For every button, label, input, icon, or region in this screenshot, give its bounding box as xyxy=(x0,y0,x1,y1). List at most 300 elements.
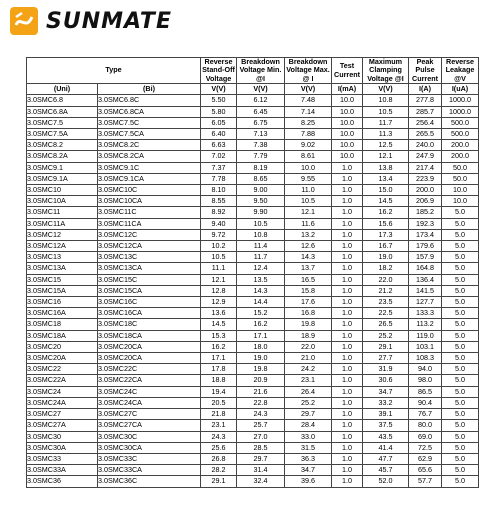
cell-part-bi: 3.0SMC20CA xyxy=(98,341,201,352)
cell-vrwm: 17.1 xyxy=(201,353,237,364)
cell-part-bi: 3.0SMC9.1CA xyxy=(98,173,201,184)
cell-reverse-leakage: 500.0 xyxy=(442,117,479,128)
cell-vbr-max: 34.7 xyxy=(285,465,332,476)
cell-test-current: 1.0 xyxy=(332,431,363,442)
cell-vbr-max: 26.4 xyxy=(285,386,332,397)
cell-part-uni: 3.0SMC9.1A xyxy=(27,173,98,184)
header-clamping-voltage: Maximum Clamping Voltage @I xyxy=(363,58,409,84)
cell-part-uni: 3.0SMC18A xyxy=(27,330,98,341)
cell-vbr-max: 11.0 xyxy=(285,185,332,196)
cell-vbr-min: 16.2 xyxy=(237,319,285,330)
cell-vbr-min: 6.45 xyxy=(237,106,285,117)
cell-vbr-max: 13.7 xyxy=(285,263,332,274)
cell-vrwm: 8.10 xyxy=(201,185,237,196)
cell-reverse-leakage: 10.0 xyxy=(442,196,479,207)
cell-vbr-min: 22.8 xyxy=(237,397,285,408)
header-test-current: Test Current xyxy=(332,58,363,84)
cell-part-bi: 3.0SMC10CA xyxy=(98,196,201,207)
cell-test-current: 1.0 xyxy=(332,162,363,173)
cell-vbr-min: 12.4 xyxy=(237,263,285,274)
header-vrwm: Reverse Stand-Off Voltage xyxy=(202,57,235,83)
cell-vbr-min: 8.19 xyxy=(237,162,285,173)
cell-vbr-min: 9.50 xyxy=(237,196,285,207)
cell-part-bi: 3.0SMC6.8CA xyxy=(98,106,201,117)
cell-vrwm: 24.3 xyxy=(201,431,237,442)
cell-part-bi: 3.0SMC22CA xyxy=(98,375,201,386)
table-row xyxy=(27,241,479,252)
cell-vbr-min: 25.7 xyxy=(237,420,285,431)
cell-reverse-leakage: 5.0 xyxy=(442,252,479,263)
cell-test-current: 10.0 xyxy=(332,151,363,162)
cell-vbr-min: 19.8 xyxy=(237,364,285,375)
cell-peak-pulse-current: 98.0 xyxy=(409,375,442,386)
cell-test-current: 10.0 xyxy=(332,95,363,106)
cell-vbr-max: 7.48 xyxy=(285,95,332,106)
cell-peak-pulse-current: 173.4 xyxy=(409,229,442,240)
cell-vbr-max: 16.8 xyxy=(285,308,332,319)
cell-part-uni: 3.0SMC10 xyxy=(27,185,98,196)
cell-vbr-min: 31.4 xyxy=(237,465,285,476)
subheader-uni: (Uni) xyxy=(27,84,98,95)
cell-peak-pulse-current: 86.5 xyxy=(409,386,442,397)
table-row xyxy=(27,386,479,397)
table-row xyxy=(27,95,479,106)
cell-test-current: 1.0 xyxy=(332,173,363,184)
cell-part-bi: 3.0SMC16CA xyxy=(98,308,201,319)
cell-part-uni: 3.0SMC27A xyxy=(27,420,98,431)
cell-test-current: 1.0 xyxy=(332,285,363,296)
cell-part-bi: 3.0SMC27CA xyxy=(98,420,201,431)
cell-vrwm: 7.02 xyxy=(201,151,237,162)
cell-vbr-max: 7.88 xyxy=(285,129,332,140)
cell-reverse-leakage: 50.0 xyxy=(442,173,479,184)
cell-part-bi: 3.0SMC15C xyxy=(98,274,201,285)
cell-peak-pulse-current: 164.8 xyxy=(409,263,442,274)
cell-test-current: 1.0 xyxy=(332,297,363,308)
cell-reverse-leakage: 5.0 xyxy=(442,465,479,476)
cell-part-uni: 3.0SMC30 xyxy=(27,431,98,442)
cell-clamping-voltage: 27.7 xyxy=(363,353,409,364)
cell-peak-pulse-current: 136.4 xyxy=(409,274,442,285)
cell-part-bi: 3.0SMC24C xyxy=(98,386,201,397)
cell-vbr-max: 31.5 xyxy=(285,442,332,453)
cell-part-bi: 3.0SMC18C xyxy=(98,319,201,330)
cell-vbr-min: 27.0 xyxy=(237,431,285,442)
subheader-clamping-voltage: V(V) xyxy=(363,84,409,95)
cell-vrwm: 6.40 xyxy=(201,129,237,140)
cell-part-bi: 3.0SMC12C xyxy=(98,229,201,240)
cell-part-bi: 3.0SMC15CA xyxy=(98,285,201,296)
cell-peak-pulse-current: 256.4 xyxy=(409,117,442,128)
cell-part-uni: 3.0SMC27 xyxy=(27,409,98,420)
cell-clamping-voltage: 23.5 xyxy=(363,297,409,308)
cell-clamping-voltage: 15.6 xyxy=(363,218,409,229)
cell-part-bi: 3.0SMC13C xyxy=(98,252,201,263)
table-row xyxy=(27,442,479,453)
cell-vbr-max: 36.3 xyxy=(285,453,332,464)
subheader-vbr-min: V(V) xyxy=(237,84,285,95)
cell-vrwm: 9.40 xyxy=(201,218,237,229)
cell-clamping-voltage: 10.5 xyxy=(363,106,409,117)
cell-reverse-leakage: 5.0 xyxy=(442,386,479,397)
cell-vbr-max: 12.1 xyxy=(285,207,332,218)
cell-vbr-max: 39.6 xyxy=(285,476,332,487)
cell-reverse-leakage: 5.0 xyxy=(442,285,479,296)
cell-vrwm: 11.1 xyxy=(201,263,237,274)
cell-vrwm: 7.37 xyxy=(201,162,237,173)
cell-vrwm: 21.8 xyxy=(201,409,237,420)
cell-part-uni: 3.0SMC12A xyxy=(27,241,98,252)
table-row xyxy=(27,409,479,420)
brand-logo xyxy=(8,4,172,38)
cell-peak-pulse-current: 94.0 xyxy=(409,364,442,375)
table-row xyxy=(27,330,479,341)
cell-vrwm: 8.55 xyxy=(201,196,237,207)
cell-clamping-voltage: 21.2 xyxy=(363,285,409,296)
cell-test-current: 10.0 xyxy=(332,117,363,128)
table-row xyxy=(27,185,479,196)
cell-clamping-voltage: 17.3 xyxy=(363,229,409,240)
header-type: Type xyxy=(27,58,201,84)
cell-vbr-max: 11.6 xyxy=(285,218,332,229)
cell-test-current: 1.0 xyxy=(332,252,363,263)
cell-part-bi: 3.0SMC11C xyxy=(98,207,201,218)
cell-part-uni: 3.0SMC13A xyxy=(27,263,98,274)
cell-vrwm: 8.92 xyxy=(201,207,237,218)
cell-part-bi: 3.0SMC33CA xyxy=(98,465,201,476)
cell-part-bi: 3.0SMC20CA xyxy=(98,353,201,364)
cell-peak-pulse-current: 76.7 xyxy=(409,409,442,420)
cell-test-current: 1.0 xyxy=(332,353,363,364)
cell-peak-pulse-current: 157.9 xyxy=(409,252,442,263)
cell-part-uni: 3.0SMC9.1 xyxy=(27,162,98,173)
cell-vbr-min: 14.3 xyxy=(237,285,285,296)
cell-vbr-max: 12.6 xyxy=(285,241,332,252)
cell-vbr-min: 14.4 xyxy=(237,297,285,308)
cell-reverse-leakage: 5.0 xyxy=(442,353,479,364)
cell-part-bi: 3.0SMC30CA xyxy=(98,442,201,453)
cell-vbr-max: 19.8 xyxy=(285,319,332,330)
sunmate-logo-icon xyxy=(8,5,40,37)
cell-test-current: 1.0 xyxy=(332,420,363,431)
cell-vrwm: 12.9 xyxy=(201,297,237,308)
table-row xyxy=(27,476,479,487)
cell-clamping-voltage: 45.7 xyxy=(363,465,409,476)
cell-vbr-max: 24.2 xyxy=(285,364,332,375)
cell-test-current: 1.0 xyxy=(332,386,363,397)
cell-part-uni: 3.0SMC8.2A xyxy=(27,151,98,162)
cell-vbr-min: 11.7 xyxy=(237,252,285,263)
cell-vbr-min: 11.4 xyxy=(237,241,285,252)
cell-reverse-leakage: 5.0 xyxy=(442,263,479,274)
cell-part-uni: 3.0SMC11A xyxy=(27,218,98,229)
cell-vbr-max: 9.02 xyxy=(285,140,332,151)
cell-clamping-voltage: 12.5 xyxy=(363,140,409,151)
table-row xyxy=(27,229,479,240)
cell-clamping-voltage: 30.6 xyxy=(363,375,409,386)
cell-clamping-voltage: 31.9 xyxy=(363,364,409,375)
cell-test-current: 1.0 xyxy=(332,241,363,252)
cell-reverse-leakage: 5.0 xyxy=(442,330,479,341)
table-row xyxy=(27,207,479,218)
cell-reverse-leakage: 5.0 xyxy=(442,218,479,229)
cell-part-uni: 3.0SMC8.2 xyxy=(27,140,98,151)
cell-vrwm: 12.8 xyxy=(201,285,237,296)
cell-vrwm: 17.8 xyxy=(201,364,237,375)
cell-reverse-leakage: 200.0 xyxy=(442,140,479,151)
subheader-vrwm: V(V) xyxy=(201,84,237,95)
cell-vbr-max: 28.4 xyxy=(285,420,332,431)
subheader-peak-pulse-current: I(A) xyxy=(409,84,442,95)
cell-peak-pulse-current: 133.3 xyxy=(409,308,442,319)
cell-test-current: 1.0 xyxy=(332,397,363,408)
cell-peak-pulse-current: 192.3 xyxy=(409,218,442,229)
cell-vbr-min: 15.2 xyxy=(237,308,285,319)
table-row xyxy=(27,129,479,140)
cell-peak-pulse-current: 223.9 xyxy=(409,173,442,184)
cell-clamping-voltage: 11.7 xyxy=(363,117,409,128)
cell-clamping-voltage: 43.5 xyxy=(363,431,409,442)
cell-part-uni: 3.0SMC16 xyxy=(27,297,98,308)
cell-vrwm: 26.8 xyxy=(201,453,237,464)
cell-part-uni: 3.0SMC7.5A xyxy=(27,129,98,140)
table-row xyxy=(27,218,479,229)
cell-test-current: 1.0 xyxy=(332,442,363,453)
cell-vbr-max: 33.0 xyxy=(285,431,332,442)
cell-vbr-max: 7.14 xyxy=(285,106,332,117)
cell-test-current: 1.0 xyxy=(332,341,363,352)
cell-part-bi: 3.0SMC10C xyxy=(98,185,201,196)
cell-part-bi: 3.0SMC7.5CA xyxy=(98,129,201,140)
cell-part-uni: 3.0SMC30A xyxy=(27,442,98,453)
cell-part-bi: 3.0SMC33C xyxy=(98,453,201,464)
cell-test-current: 1.0 xyxy=(332,364,363,375)
table-row xyxy=(27,431,479,442)
table-row xyxy=(27,465,479,476)
cell-part-uni: 3.0SMC6.8 xyxy=(27,95,98,106)
cell-peak-pulse-current: 240.0 xyxy=(409,140,442,151)
cell-clamping-voltage: 41.4 xyxy=(363,442,409,453)
cell-vbr-max: 21.0 xyxy=(285,353,332,364)
table-row xyxy=(27,375,479,386)
cell-test-current: 1.0 xyxy=(332,274,363,285)
header-vbr-max: Breakdown Voltage Max. @ I xyxy=(286,57,330,83)
cell-part-uni: 3.0SMC16A xyxy=(27,308,98,319)
cell-reverse-leakage: 5.0 xyxy=(442,375,479,386)
cell-test-current: 1.0 xyxy=(332,308,363,319)
cell-part-bi: 3.0SMC6.8C xyxy=(98,95,201,106)
cell-vbr-min: 7.38 xyxy=(237,140,285,151)
cell-part-uni: 3.0SMC33 xyxy=(27,453,98,464)
cell-clamping-voltage: 25.2 xyxy=(363,330,409,341)
table-row xyxy=(27,319,479,330)
cell-peak-pulse-current: 90.4 xyxy=(409,397,442,408)
cell-vbr-max: 10.0 xyxy=(285,162,332,173)
cell-vbr-min: 17.1 xyxy=(237,330,285,341)
cell-part-bi: 3.0SMC9.1C xyxy=(98,162,201,173)
cell-vbr-min: 7.79 xyxy=(237,151,285,162)
cell-vbr-min: 20.9 xyxy=(237,375,285,386)
cell-test-current: 10.0 xyxy=(332,129,363,140)
cell-vrwm: 29.1 xyxy=(201,476,237,487)
cell-part-uni: 3.0SMC33A xyxy=(27,465,98,476)
cell-reverse-leakage: 5.0 xyxy=(442,476,479,487)
cell-reverse-leakage: 5.0 xyxy=(442,397,479,408)
cell-vrwm: 15.3 xyxy=(201,330,237,341)
cell-part-uni: 3.0SMC10A xyxy=(27,196,98,207)
cell-vbr-max: 16.5 xyxy=(285,274,332,285)
cell-part-bi: 3.0SMC27C xyxy=(98,409,201,420)
cell-vrwm: 20.5 xyxy=(201,397,237,408)
cell-vrwm: 6.05 xyxy=(201,117,237,128)
cell-peak-pulse-current: 127.7 xyxy=(409,297,442,308)
cell-vrwm: 13.6 xyxy=(201,308,237,319)
cell-part-uni: 3.0SMC13 xyxy=(27,252,98,263)
cell-vbr-min: 29.7 xyxy=(237,453,285,464)
cell-clamping-voltage: 15.0 xyxy=(363,185,409,196)
cell-vbr-min: 28.5 xyxy=(237,442,285,453)
table-row xyxy=(27,140,479,151)
cell-vrwm: 25.6 xyxy=(201,442,237,453)
cell-part-bi: 3.0SMC18CA xyxy=(98,330,201,341)
cell-reverse-leakage: 5.0 xyxy=(442,420,479,431)
cell-reverse-leakage: 50.0 xyxy=(442,162,479,173)
cell-vbr-max: 23.1 xyxy=(285,375,332,386)
cell-reverse-leakage: 5.0 xyxy=(442,319,479,330)
header-reverse-leakage: Reverse Leakage @V xyxy=(442,58,479,84)
cell-vbr-max: 29.7 xyxy=(285,409,332,420)
cell-vbr-max: 25.2 xyxy=(285,397,332,408)
cell-vbr-max: 14.3 xyxy=(285,252,332,263)
cell-test-current: 1.0 xyxy=(332,375,363,386)
cell-clamping-voltage: 22.0 xyxy=(363,274,409,285)
cell-vbr-max: 17.6 xyxy=(285,297,332,308)
cell-vbr-max: 8.25 xyxy=(285,117,332,128)
cell-clamping-voltage: 33.2 xyxy=(363,397,409,408)
cell-vrwm: 19.4 xyxy=(201,386,237,397)
cell-vbr-min: 13.5 xyxy=(237,274,285,285)
cell-test-current: 1.0 xyxy=(332,465,363,476)
cell-part-bi: 3.0SMC8.2CA xyxy=(98,151,201,162)
cell-clamping-voltage: 37.5 xyxy=(363,420,409,431)
cell-vbr-max: 18.9 xyxy=(285,330,332,341)
cell-test-current: 10.0 xyxy=(332,106,363,117)
cell-peak-pulse-current: 72.5 xyxy=(409,442,442,453)
subheader-vbr-max: V(V) xyxy=(285,84,332,95)
cell-part-uni: 3.0SMC12 xyxy=(27,229,98,240)
cell-peak-pulse-current: 185.2 xyxy=(409,207,442,218)
cell-vrwm: 10.5 xyxy=(201,252,237,263)
table-row xyxy=(27,285,479,296)
cell-vbr-min: 8.65 xyxy=(237,173,285,184)
cell-test-current: 1.0 xyxy=(332,185,363,196)
cell-peak-pulse-current: 206.9 xyxy=(409,196,442,207)
cell-clamping-voltage: 34.7 xyxy=(363,386,409,397)
cell-vrwm: 12.1 xyxy=(201,274,237,285)
subheader-bi: (Bi) xyxy=(98,84,201,95)
cell-vbr-max: 9.55 xyxy=(285,173,332,184)
cell-reverse-leakage: 5.0 xyxy=(442,207,479,218)
cell-part-bi: 3.0SMC36C xyxy=(98,476,201,487)
table-row xyxy=(27,151,479,162)
cell-part-uni: 3.0SMC18 xyxy=(27,319,98,330)
cell-clamping-voltage: 11.3 xyxy=(363,129,409,140)
cell-peak-pulse-current: 265.5 xyxy=(409,129,442,140)
cell-part-bi: 3.0SMC11CA xyxy=(98,218,201,229)
cell-clamping-voltage: 13.8 xyxy=(363,162,409,173)
brand-name: SUNMATE xyxy=(46,8,172,34)
cell-reverse-leakage: 5.0 xyxy=(442,297,479,308)
cell-clamping-voltage: 18.2 xyxy=(363,263,409,274)
cell-part-uni: 3.0SMC11 xyxy=(27,207,98,218)
table-row xyxy=(27,117,479,128)
cell-peak-pulse-current: 119.0 xyxy=(409,330,442,341)
table-row xyxy=(27,453,479,464)
cell-vbr-min: 19.0 xyxy=(237,353,285,364)
table-row xyxy=(27,297,479,308)
cell-clamping-voltage: 10.8 xyxy=(363,95,409,106)
cell-vrwm: 5.80 xyxy=(201,106,237,117)
cell-test-current: 10.0 xyxy=(332,140,363,151)
table-row xyxy=(27,397,479,408)
cell-clamping-voltage: 52.0 xyxy=(363,476,409,487)
cell-vrwm: 28.2 xyxy=(201,465,237,476)
cell-reverse-leakage: 1000.0 xyxy=(442,106,479,117)
cell-vrwm: 5.50 xyxy=(201,95,237,106)
cell-vbr-max: 22.0 xyxy=(285,341,332,352)
cell-part-uni: 3.0SMC7.5 xyxy=(27,117,98,128)
cell-vbr-min: 9.90 xyxy=(237,207,285,218)
cell-vbr-max: 15.8 xyxy=(285,285,332,296)
cell-peak-pulse-current: 285.7 xyxy=(409,106,442,117)
cell-clamping-voltage: 22.5 xyxy=(363,308,409,319)
cell-clamping-voltage: 16.2 xyxy=(363,207,409,218)
cell-part-uni: 3.0SMC24 xyxy=(27,386,98,397)
cell-vbr-max: 8.61 xyxy=(285,151,332,162)
cell-vbr-min: 6.12 xyxy=(237,95,285,106)
cell-clamping-voltage: 29.1 xyxy=(363,341,409,352)
cell-reverse-leakage: 5.0 xyxy=(442,308,479,319)
specification-table xyxy=(26,57,479,488)
cell-part-uni: 3.0SMC15A xyxy=(27,285,98,296)
table-row xyxy=(27,308,479,319)
cell-vrwm: 9.72 xyxy=(201,229,237,240)
cell-test-current: 1.0 xyxy=(332,207,363,218)
cell-clamping-voltage: 14.5 xyxy=(363,196,409,207)
cell-reverse-leakage: 5.0 xyxy=(442,364,479,375)
cell-vbr-max: 13.2 xyxy=(285,229,332,240)
cell-part-bi: 3.0SMC24CA xyxy=(98,397,201,408)
cell-peak-pulse-current: 108.3 xyxy=(409,353,442,364)
cell-test-current: 1.0 xyxy=(332,196,363,207)
cell-reverse-leakage: 5.0 xyxy=(442,431,479,442)
cell-part-bi: 3.0SMC8.2C xyxy=(98,140,201,151)
cell-vrwm: 16.2 xyxy=(201,341,237,352)
cell-vbr-max: 10.5 xyxy=(285,196,332,207)
cell-reverse-leakage: 500.0 xyxy=(442,129,479,140)
cell-vbr-min: 21.6 xyxy=(237,386,285,397)
cell-vrwm: 7.78 xyxy=(201,173,237,184)
table-row xyxy=(27,364,479,375)
cell-reverse-leakage: 1000.0 xyxy=(442,95,479,106)
header-peak-pulse-current: Peak Pulse Current xyxy=(409,58,442,84)
table-body xyxy=(27,95,479,487)
cell-vrwm: 23.1 xyxy=(201,420,237,431)
table-row xyxy=(27,252,479,263)
cell-part-bi: 3.0SMC30C xyxy=(98,431,201,442)
cell-vrwm: 6.63 xyxy=(201,140,237,151)
cell-test-current: 1.0 xyxy=(332,229,363,240)
